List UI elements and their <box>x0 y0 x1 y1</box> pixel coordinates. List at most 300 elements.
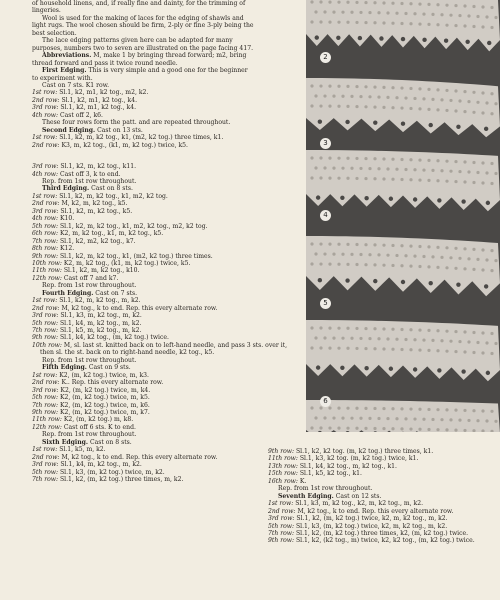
lace-eyelet <box>350 167 353 170</box>
row-instruction: Sl.1, k4, k2 tog., (m, k2 tog.) twice. <box>59 334 169 342</box>
lace-eyelet <box>346 21 349 24</box>
row-label: 3rd row: <box>32 104 59 112</box>
lace-eyelet <box>481 248 484 251</box>
lace-eyelet <box>400 2 403 5</box>
first-edging-cast: Cast on 7 sts. K1 row. <box>42 81 110 89</box>
row-instruction: M, k2 tog., k to end. Rep. this every alternate row. <box>61 304 218 312</box>
lace-eyelet <box>454 24 457 27</box>
lace-eyelet <box>440 98 443 101</box>
lace-eyelet <box>413 12 416 15</box>
lace-eyelet <box>395 254 398 257</box>
lace-eyelet <box>418 107 421 110</box>
lace-eyelet <box>341 167 344 170</box>
lace-eyelet <box>332 416 335 419</box>
lace-eyelet <box>485 101 488 104</box>
lace-eyelet <box>364 243 367 246</box>
lace-eyelet <box>346 263 349 266</box>
lace-eyelet <box>382 244 385 247</box>
lace-eyelet <box>391 106 394 109</box>
lace-eyelet <box>364 196 368 200</box>
lace-eyelet <box>481 161 484 164</box>
lace-eyelet <box>465 40 469 44</box>
lace-eyelet <box>431 13 434 16</box>
lace-eyelet <box>400 22 403 25</box>
lace-eyelet <box>413 255 416 258</box>
lace-eyelet <box>373 347 376 350</box>
lace-eyelet <box>382 347 385 350</box>
lace-eyelet <box>328 406 331 409</box>
row-instruction: Sl.1, k2, (m, k2 tog.) three times, k2, (m, k2 tog.) twice. <box>295 529 469 537</box>
lace-eyelet <box>346 407 349 410</box>
seventh-edging: Seventh Edging. Cast on 12 sts. <box>278 492 382 500</box>
lace-eyelet <box>373 177 376 180</box>
lace-eyelet <box>476 171 479 174</box>
lace-eyelet <box>364 347 367 350</box>
lace-eyelet <box>341 337 344 340</box>
row-instruction: Sl.1, k2, m, k2 tog., k1, m2, k2 tog., m2, k2 tog. <box>59 222 208 230</box>
second-rows-b <box>32 163 294 178</box>
pattern-row <box>268 478 500 485</box>
lace-eyelet <box>319 326 322 329</box>
lace-eyelet <box>323 94 326 97</box>
lace-eyelet <box>445 266 448 269</box>
lace-eyelet <box>436 329 439 332</box>
pattern-row <box>32 342 294 357</box>
row-label: 12th row: <box>32 274 62 282</box>
lace-eyelet <box>413 367 417 371</box>
lace-eyelet <box>377 167 380 170</box>
row-instruction: M, k2, m, k2 tog., k5. <box>61 200 128 208</box>
lace-eyelet <box>481 351 484 354</box>
row-label: 2nd row: <box>268 507 296 515</box>
lace-eyelet <box>485 419 488 422</box>
row-label: 1st row: <box>32 134 58 142</box>
lace-eyelet <box>404 12 407 15</box>
lace-eyelet <box>346 347 349 350</box>
lace-eyelet <box>418 328 421 331</box>
lace-eyelet <box>472 111 475 114</box>
lace-eyelet <box>368 95 371 98</box>
row-label: 7th row: <box>32 237 59 245</box>
lace-eyelet <box>458 99 461 102</box>
lace-eyelet <box>341 417 344 420</box>
lace-eyelet <box>431 255 434 258</box>
lace-eyelet <box>445 24 448 27</box>
lace-eyelet <box>422 338 425 341</box>
lace-eyelet <box>490 269 493 272</box>
lace-eyelet <box>401 280 405 284</box>
lace-eyelet <box>427 428 430 431</box>
lace-eyelet <box>323 336 326 339</box>
pattern-row <box>32 305 294 312</box>
sixth-rows <box>32 446 294 483</box>
pattern-row <box>32 334 294 341</box>
lace-eyelet <box>328 20 331 23</box>
lace-eyelet <box>400 328 403 331</box>
lace-eyelet <box>476 15 479 18</box>
lace-eyelet <box>373 263 376 266</box>
lace-eyelet <box>389 197 393 201</box>
lace-eyelet <box>437 198 441 202</box>
lace-eyelet <box>445 408 448 411</box>
row-label: 2nd row: <box>32 453 60 461</box>
lace-eyelet <box>445 330 448 333</box>
lace-eyelet <box>463 247 466 250</box>
lace-eyelet <box>368 11 371 14</box>
lace-eyelet <box>472 91 475 94</box>
pattern-row <box>32 446 294 453</box>
lace-eyelet <box>454 160 457 163</box>
pattern-row <box>32 387 294 394</box>
lace-eyelet <box>337 85 340 88</box>
lace-eyelet <box>364 327 367 330</box>
lace-eyelet <box>490 352 493 355</box>
pattern-row <box>268 508 500 515</box>
lace-eyelet <box>319 0 322 3</box>
second-edging-heading: Second Edging. <box>42 126 96 134</box>
pattern-row <box>268 523 500 530</box>
row-instruction: Sl.1, k2, m, k2 tog., m, k2. <box>59 297 141 305</box>
lace-eyelet <box>467 14 470 17</box>
lace-eyelet <box>310 176 313 179</box>
pattern-row <box>32 275 294 282</box>
row-label: 2nd row: <box>32 141 60 149</box>
lace-eyelet <box>436 23 439 26</box>
row-instruction: Sl.1, k2, m2, k2 tog., k7. <box>59 237 136 245</box>
lace-eyelet <box>328 156 331 159</box>
row-instruction: M, k2 tog., k to end. Rep. this every alternate row. <box>61 453 218 461</box>
first-rows <box>32 89 294 119</box>
pattern-row <box>32 89 294 96</box>
pattern-row <box>32 193 294 200</box>
lace-eyelet <box>382 327 385 330</box>
row-label: 9th row: <box>268 537 295 545</box>
lace-eyelet <box>350 11 353 14</box>
lace-eyelet <box>328 346 331 349</box>
row-label: 5th row: <box>32 222 59 230</box>
lace-eyelet <box>436 88 439 91</box>
row-label: 2nd row: <box>32 96 60 104</box>
row-instruction: Sl.1, k2, m, k2 tog., k1, (m2, k2 tog.) three times, k1. <box>59 134 224 142</box>
lace-eyelet <box>328 263 331 266</box>
lace-eyelet <box>319 262 322 265</box>
lace-eyelet <box>345 120 349 124</box>
lace-eyelet <box>481 25 484 28</box>
lace-eyelet <box>400 244 403 247</box>
lace-eyelet <box>418 428 421 431</box>
lace-eyelet <box>319 20 322 23</box>
lace-eyelet <box>418 265 421 268</box>
lace-eyelet <box>409 427 412 430</box>
lace-eyelet <box>400 427 403 430</box>
pattern-row <box>32 97 294 104</box>
lace-eyelet <box>336 36 340 40</box>
pattern-row <box>32 215 294 222</box>
lace-eyelet <box>449 99 452 102</box>
lace-eyelet <box>486 371 490 375</box>
row-instruction: Sl.1, k4, k2 tog., m, k2 tog., k1. <box>299 462 397 470</box>
lace-eyelet <box>404 417 407 420</box>
row-label: 5th row: <box>32 319 59 327</box>
lace-eyelet <box>481 91 484 94</box>
intro-line: best selection. <box>32 29 77 37</box>
lace-eyelet <box>472 161 475 164</box>
lace-eyelet <box>484 127 488 131</box>
lace-eyelet <box>467 170 470 173</box>
lace-eyelet <box>431 98 434 101</box>
lace-eyelet <box>481 331 484 334</box>
pattern-row <box>32 134 294 141</box>
lace-eyelet <box>454 247 457 250</box>
lace-eyelet <box>481 268 484 271</box>
pattern-row <box>268 500 500 507</box>
row-instruction: Sl.1, k5, k2 tog., k1. <box>299 470 362 478</box>
lace-eyelet <box>328 426 331 429</box>
intro-line: The lace edging patterns given here can be adapted for many <box>42 37 233 45</box>
row-instruction: Sl.1, k3, (m, k2 tog.) twice, k2, m, k2 tog., m, k2. <box>295 522 448 530</box>
row-label: 1st row: <box>32 371 58 379</box>
lace-eyelet <box>337 327 340 330</box>
lace-eyelet <box>391 2 394 5</box>
lace-eyelet <box>409 265 412 268</box>
pattern-row <box>32 260 294 267</box>
lace-eyelet <box>346 427 349 430</box>
lace-eyelet <box>485 15 488 18</box>
lace-eyelet <box>427 108 430 111</box>
row-label: 9th row: <box>32 409 59 417</box>
lace-eyelet <box>391 348 394 351</box>
row-instruction: K10. <box>59 215 75 223</box>
lace-eyelet <box>319 156 322 159</box>
lace-eyelet <box>427 265 430 268</box>
fifth-edging-heading: Fifth Edging. <box>42 364 87 372</box>
lace-photo <box>306 0 500 432</box>
edging-label: 3 <box>320 138 331 149</box>
lace-eyelet <box>454 109 457 112</box>
sixth-edging-heading: Sixth Edging. <box>42 438 89 446</box>
lace-eyelet <box>400 86 403 89</box>
lace-eyelet <box>346 105 349 108</box>
lace-eyelet <box>463 160 466 163</box>
lace-eyelet <box>436 246 439 249</box>
row-instruction: K2, m, k2 tog., k1, m, k2 tog., k5. <box>59 230 164 238</box>
lace-eyelet <box>391 158 394 161</box>
lace-eyelet <box>395 168 398 171</box>
sixth-rep: Rep. from 1st row throughout. <box>278 485 373 493</box>
lace-eyelet <box>377 253 380 256</box>
pattern-row <box>32 327 294 334</box>
lace-eyelet <box>310 0 313 3</box>
lace-eyelet <box>445 4 448 7</box>
pattern-row <box>268 537 500 544</box>
row-label: 11th row: <box>268 455 298 463</box>
lace-eyelet <box>494 172 497 175</box>
lace-eyelet <box>440 169 443 172</box>
pattern-row <box>32 163 294 170</box>
row-instruction: M, sl. last st. knitted back on to left-hand needle, and pass 3 sts. over it, then sl. the st. back on to right-hand needle, k2 tog., k5. <box>40 341 288 357</box>
third-rep: Rep. from 1st row throughout. <box>42 282 137 290</box>
pattern-row <box>32 297 294 304</box>
row-instruction: K2, (m, k2 tog.) twice, m, k4. <box>60 386 151 394</box>
lace-eyelet <box>400 158 403 161</box>
lace-eyelet <box>355 85 358 88</box>
lace-eyelet <box>328 105 331 108</box>
lace-eyelet <box>350 253 353 256</box>
lace-eyelet <box>490 332 493 335</box>
lace-eyelet <box>463 267 466 270</box>
pattern-row <box>268 515 500 522</box>
first-edging: First Edging. This is very simple and a good one for the beginner <box>42 67 248 75</box>
lace-eyelet <box>391 244 394 247</box>
lace-eyelet <box>382 157 385 160</box>
lace-eyelet <box>418 245 421 248</box>
lace-eyelet <box>400 407 403 410</box>
lace-eyelet <box>319 84 322 87</box>
lace-eyelet <box>418 158 421 161</box>
second-rows <box>32 134 294 149</box>
lace-eyelet <box>445 180 448 183</box>
lace-eyelet <box>391 22 394 25</box>
row-label: 6th row: <box>32 230 59 238</box>
lace-eyelet <box>328 243 331 246</box>
lace-eyelet <box>485 258 488 261</box>
lace-eyelet <box>332 10 335 13</box>
row-label: 2nd row: <box>32 200 60 208</box>
lace-eyelet <box>315 35 319 39</box>
lace-eyelet <box>427 408 430 411</box>
lace-eyelet <box>476 419 479 422</box>
lace-eyelet <box>382 407 385 410</box>
row-label: 1st row: <box>32 89 58 97</box>
lace-eyelet <box>346 1 349 4</box>
lace-eyelet <box>395 96 398 99</box>
lace-eyelet <box>377 11 380 14</box>
lace-eyelet <box>490 249 493 252</box>
lace-eyelet <box>436 179 439 182</box>
pattern-row <box>32 238 294 245</box>
lace-eyelet <box>373 21 376 24</box>
pattern-row <box>32 454 294 461</box>
lace-eyelet <box>373 243 376 246</box>
lace-eyelet <box>355 347 358 350</box>
lace-eyelet <box>494 420 497 423</box>
row-instruction: Sl.1, k2, m, k2 tog., k10. <box>63 267 140 275</box>
lace-eyelet <box>314 166 317 169</box>
lace-eyelet <box>456 125 460 129</box>
lace-eyelet <box>494 102 497 105</box>
lace-eyelet <box>368 253 371 256</box>
first-note: These four rows form the patt. and are repeated throughout. <box>42 119 231 127</box>
row-label: 1st row: <box>32 192 58 200</box>
abbreviations-heading: Abbreviations. <box>42 52 92 60</box>
lace-eyelet <box>436 349 439 352</box>
lace-eyelet <box>418 348 421 351</box>
lace-eyelet <box>409 328 412 331</box>
lace-eyelet <box>458 419 461 422</box>
lace-eyelet <box>355 407 358 410</box>
lace-eyelet <box>319 406 322 409</box>
row-label: 15th row: <box>268 470 298 478</box>
lace-eyelet <box>377 95 380 98</box>
lace-eyelet <box>364 85 367 88</box>
lace-eyelet <box>422 168 425 171</box>
fifth-edging: Fifth Edging. Cast on 9 sts. <box>42 364 131 372</box>
row-instruction: Sl.1, k3, k2 tog. (m, k2 tog.) twice, k1. <box>299 455 419 463</box>
lace-eyelet <box>346 85 349 88</box>
lace-eyelet <box>449 170 452 173</box>
row-label: 4th row: <box>32 111 59 119</box>
lace-eyelet <box>444 39 448 43</box>
lace-eyelet <box>364 21 367 24</box>
pattern-row <box>32 208 294 215</box>
row-label: 3rd row: <box>32 207 59 215</box>
pattern-row <box>268 530 500 537</box>
lace-eyelet <box>350 95 353 98</box>
lace-eyelet <box>449 14 452 17</box>
lace-eyelet <box>463 180 466 183</box>
lace-eyelet <box>401 122 405 126</box>
lace-eyelet <box>494 259 497 262</box>
pattern-row <box>268 455 500 462</box>
lace-eyelet <box>364 263 367 266</box>
lace-eyelet <box>409 22 412 25</box>
row-instruction: Sl.1, k3, m, k2 tog., k2, m, k2 tog., m, k2. <box>295 500 424 508</box>
lace-eyelet <box>364 427 367 430</box>
lace-eyelet <box>368 337 371 340</box>
lace-eyelet <box>337 263 340 266</box>
edging-label: 6 <box>320 396 331 407</box>
lace-eyelet <box>332 166 335 169</box>
lace-eyelet <box>310 326 313 329</box>
row-label: 5th row: <box>32 394 59 402</box>
lace-eyelet <box>454 89 457 92</box>
lace-eyelet <box>373 1 376 4</box>
lace-eyelet <box>400 178 403 181</box>
intro-line: light rugs. The wool chosen should be firm, 2-ply or fine 3-ply being the <box>32 22 254 30</box>
lace-eyelet <box>463 4 466 7</box>
lace-eyelet <box>494 342 497 345</box>
lace-eyelet <box>463 429 466 432</box>
lace-eyelet <box>454 180 457 183</box>
lace-eyelet <box>377 337 380 340</box>
lace-eyelet <box>445 246 448 249</box>
lace-eyelet <box>427 88 430 91</box>
lace-eyelet <box>328 0 331 3</box>
row-instruction: K2, (m, k2 tog.) m, k8. <box>63 416 134 424</box>
lace-eyelet <box>319 346 322 349</box>
row-label: 4th row: <box>32 215 59 223</box>
lace-eyelet <box>373 407 376 410</box>
lace-eyelet <box>359 253 362 256</box>
lace-band <box>306 400 500 432</box>
fifth-rows <box>32 372 294 432</box>
lace-eyelet <box>310 84 313 87</box>
lace-eyelet <box>382 427 385 430</box>
lace-eyelet <box>494 16 497 19</box>
lace-eyelet <box>341 95 344 98</box>
first-edging-heading: First Edging. <box>42 67 87 75</box>
lace-eyelet <box>472 268 475 271</box>
row-label: 11th row: <box>32 416 62 424</box>
lace-eyelet <box>436 408 439 411</box>
third-edging-heading: Third Edging. <box>42 185 90 193</box>
lace-eyelet <box>314 336 317 339</box>
lace-eyelet <box>379 36 383 40</box>
row-label: 7th row: <box>32 327 59 335</box>
row-label: 1st row: <box>268 500 294 508</box>
pattern-row <box>32 469 294 476</box>
row-label: 5th row: <box>268 522 295 530</box>
